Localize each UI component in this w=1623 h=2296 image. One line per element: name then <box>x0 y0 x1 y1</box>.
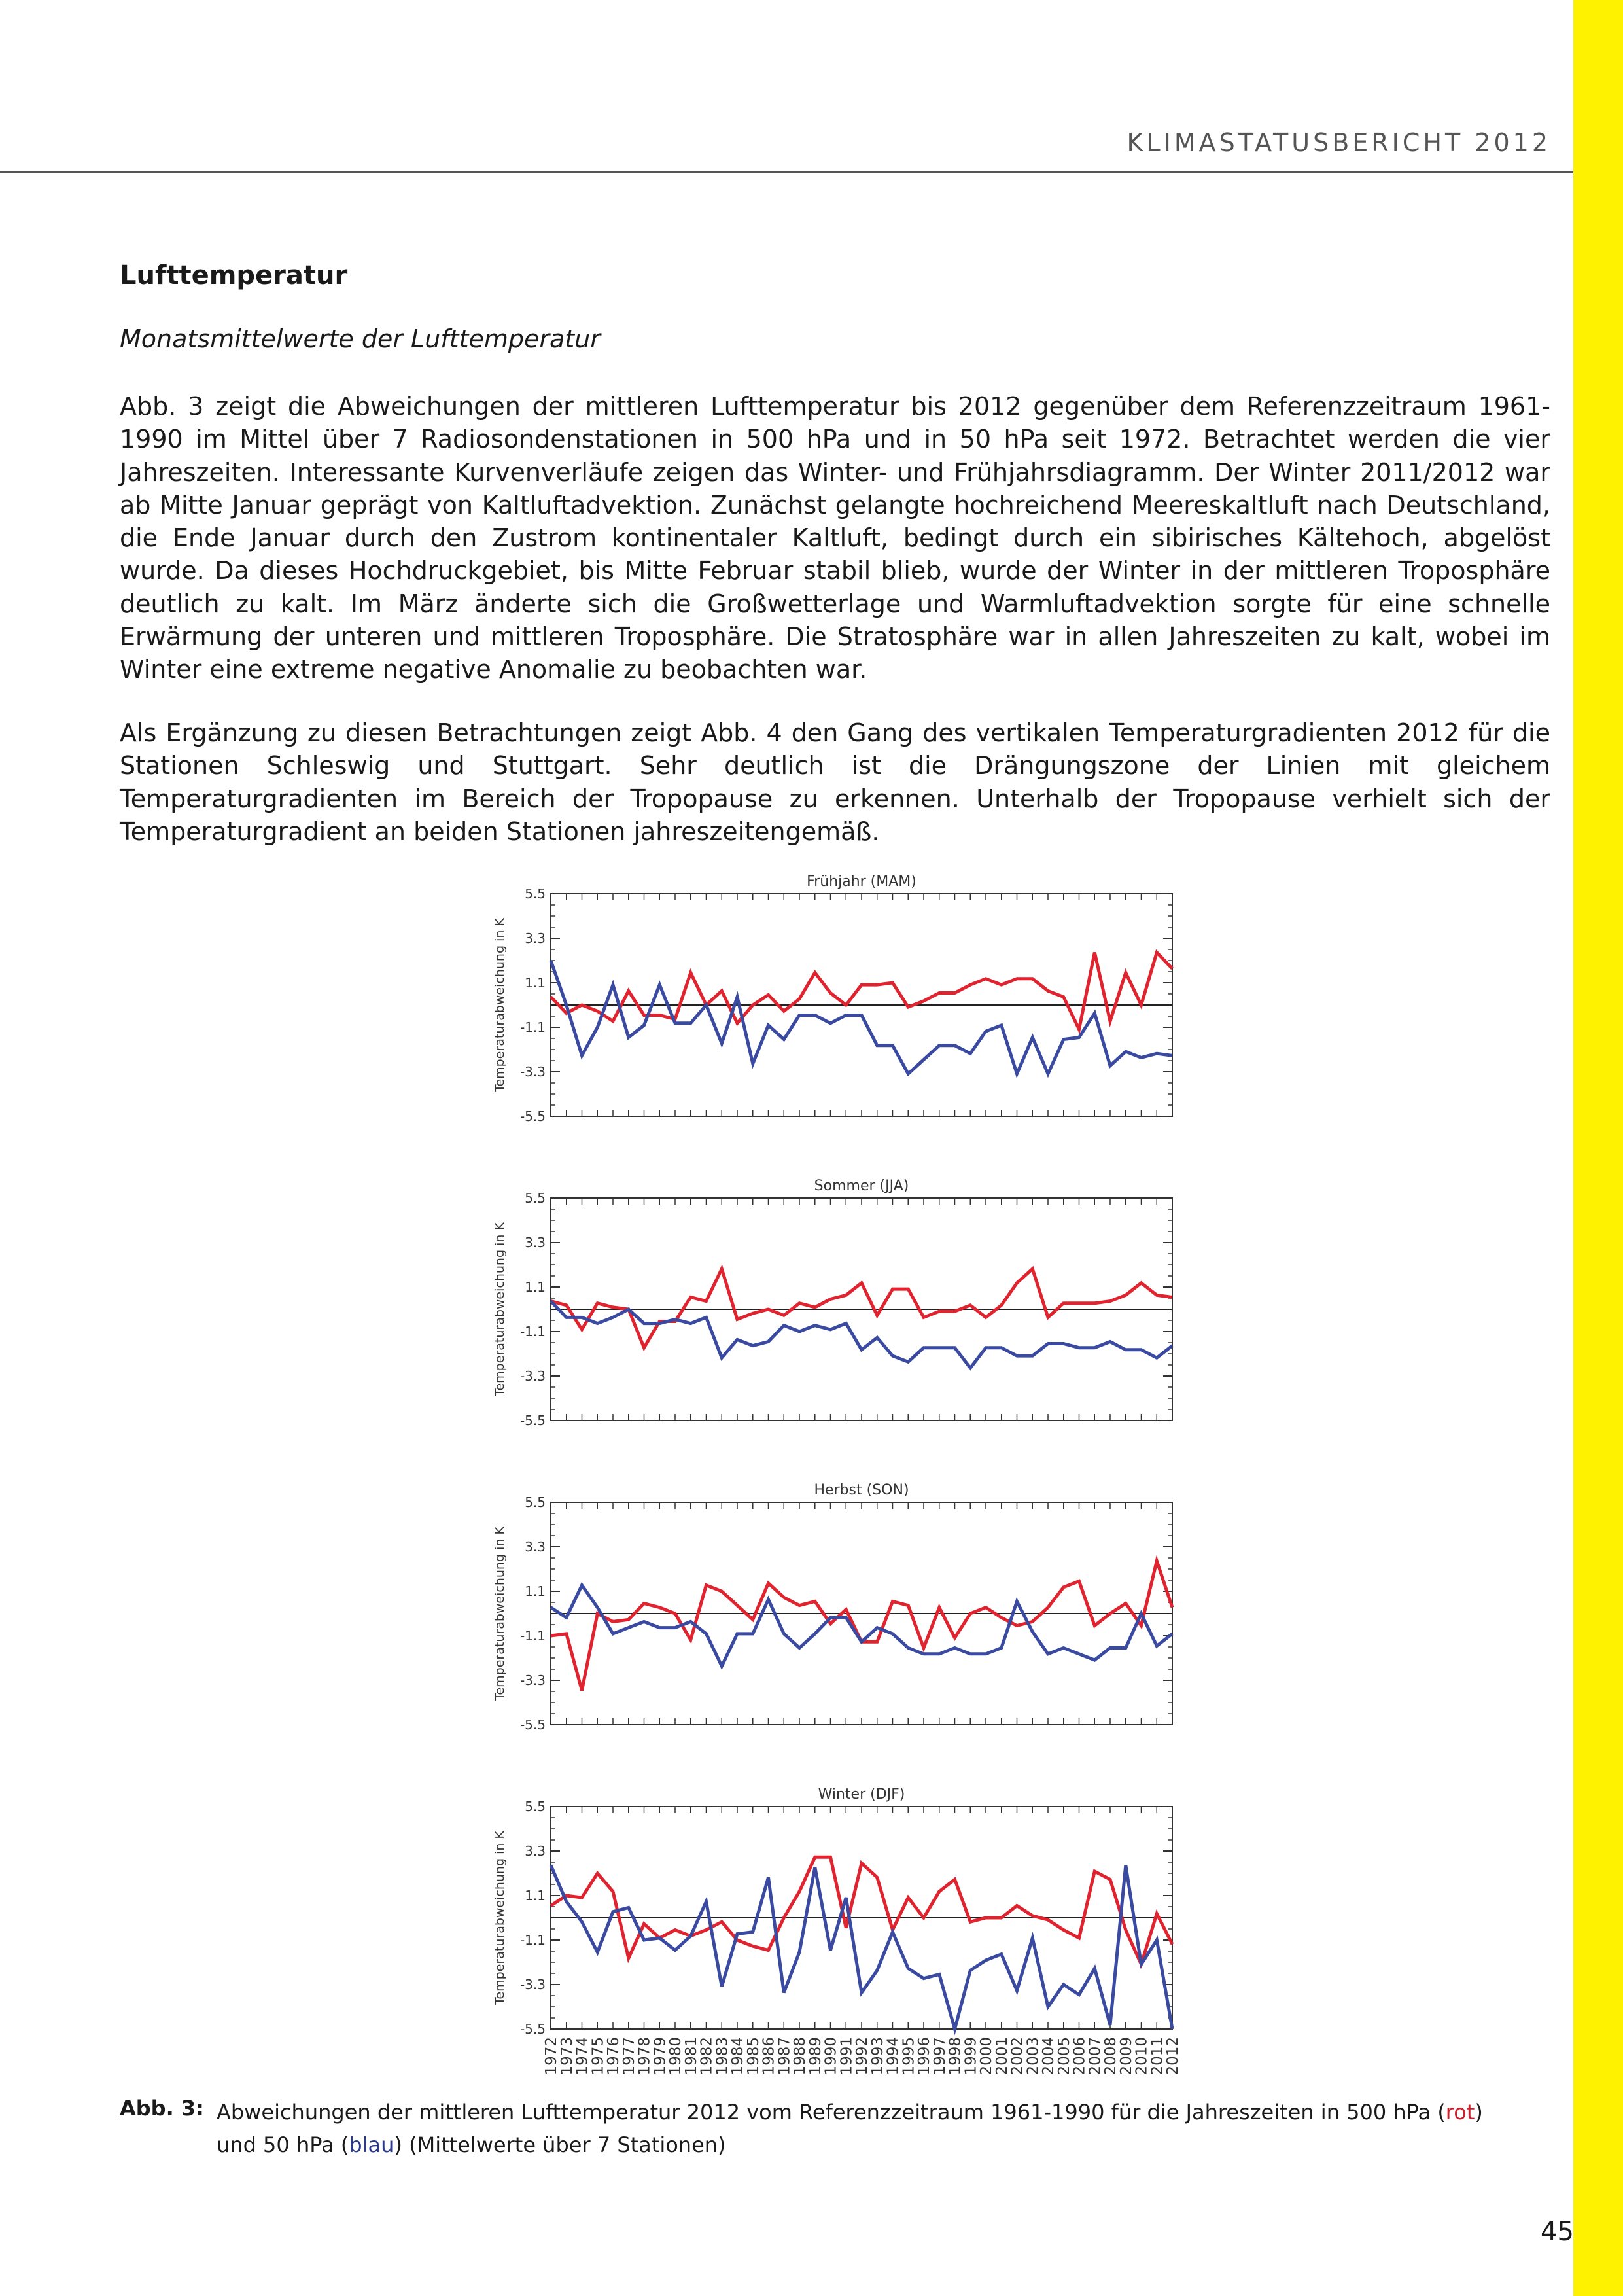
y-tick-label: -3.3 <box>519 1368 546 1384</box>
section-heading: Lufttemperatur <box>120 260 348 291</box>
series-line-500hpa <box>551 1561 1172 1691</box>
x-tick-label: 2009 <box>1117 2037 1135 2075</box>
y-tick-label: 1.1 <box>525 1888 546 1903</box>
chart-title: Herbst (SON) <box>814 1482 909 1498</box>
chart-title: Winter (DJF) <box>818 1786 905 1803</box>
y-tick-label: 1.1 <box>525 1279 546 1295</box>
caption-text-part: ) (Mittelwerte über 7 Stationen) <box>394 2132 726 2157</box>
x-tick-label: 1978 <box>636 2037 654 2075</box>
figure-caption <box>217 2096 1492 2161</box>
x-tick-label: 1995 <box>900 2037 918 2075</box>
y-tick-label: -1.1 <box>519 1932 546 1948</box>
y-tick-label: -1.1 <box>519 1019 546 1035</box>
x-tick-label: 2007 <box>1087 2037 1104 2075</box>
page-number: 45 <box>1541 2217 1574 2247</box>
x-tick-label: 1988 <box>792 2037 809 2075</box>
x-tick-label: 2000 <box>978 2037 995 2075</box>
x-tick-label: 1982 <box>698 2037 716 2075</box>
y-tick-label: -3.3 <box>519 1977 546 1992</box>
y-tick-label: 5.5 <box>525 1190 546 1206</box>
caption-text-part: Abweichungen der mittleren Lufttemperatur 2012 vom Referenzzeitraum 1961-1990 für die Jahreszeiten in 500 hPa ( <box>217 2100 1446 2125</box>
y-axis-label: Temperaturabweichung in K <box>493 1831 507 2005</box>
y-tick-label: 3.3 <box>525 1235 546 1250</box>
y-tick-label: -5.5 <box>519 2021 546 2037</box>
x-tick-label: 1999 <box>962 2037 980 2075</box>
series-line-50hpa <box>551 1301 1172 1368</box>
x-tick-label: 1997 <box>931 2037 949 2075</box>
series-line-500hpa <box>551 1857 1172 1964</box>
x-tick-label: 2010 <box>1133 2037 1151 2075</box>
body-paragraph: Abb. 3 zeigt die Abweichungen der mittleren Lufttemperatur bis 2012 gegenüber dem Referenzzeitraum 1961-1990 im Mittel über 7 Radiosondenstationen in 500 hPa und in 50 hPa seit 1972. Betrachtet werden die vier Jahreszeiten. Interessante Kurvenverläufe zeigen das Winter- und Frühjahrsdiagramm. Der Winter 2011/2012 war ab Mitte Januar geprägt von Kaltluftadvektion. Zunächst gelangte hochreichend Meereskaltluft nach Deutschland, die Ende Januar durch den Zustrom kontinentaler Kaltluft, bedingt durch ein sibirisches Kältehoch, abgelöst wurde. Da dieses Hochdruckgebiet, bis Mitte Februar stabil blieb, wurde der Winter in der mittleren Troposphäre deutlich zu kalt. Im März änderte sich die Großwetterlage und Warmluftadvektion sorgte für eine schnelle Erwärmung der unteren und mittleren Troposphäre. Die Stratosphäre war in allen Jahreszeiten zu kalt, wobei im Winter eine extreme negative Anomalie zu beobachten war. <box>120 392 1550 684</box>
y-tick-label: -5.5 <box>519 1413 546 1428</box>
x-tick-label: 1994 <box>884 2037 902 2075</box>
x-tick-label: 1974 <box>574 2037 591 2075</box>
x-tick-label: 1980 <box>667 2037 684 2075</box>
x-tick-label: 1990 <box>822 2037 840 2075</box>
y-tick-label: -1.1 <box>519 1628 546 1644</box>
x-tick-label: 1972 <box>543 2037 560 2075</box>
x-tick-label: 1992 <box>854 2037 871 2075</box>
series-line-500hpa <box>551 1269 1172 1348</box>
caption-blue-word: blau <box>349 2132 394 2157</box>
y-tick-label: -5.5 <box>519 1717 546 1733</box>
x-tick-label: 2008 <box>1102 2037 1119 2075</box>
y-axis-label: Temperaturabweichung in K <box>493 1222 507 1396</box>
x-tick-label: 1975 <box>589 2037 607 2075</box>
y-tick-label: 3.3 <box>525 1539 546 1555</box>
x-tick-label: 1977 <box>620 2037 638 2075</box>
x-tick-label: 2005 <box>1055 2037 1073 2075</box>
chart-title: Sommer (JJA) <box>814 1178 909 1194</box>
y-tick-label: 1.1 <box>525 1583 546 1599</box>
figure-caption-label: Abb. 3: <box>120 2096 204 2121</box>
y-tick-label: 3.3 <box>525 1843 546 1859</box>
x-tick-label: 1991 <box>838 2037 856 2075</box>
y-tick-label: -3.3 <box>519 1064 546 1080</box>
x-tick-label: 1993 <box>869 2037 886 2075</box>
x-tick-label: 1973 <box>558 2037 576 2075</box>
x-tick-label: 1976 <box>605 2037 622 2075</box>
x-tick-label: 1985 <box>744 2037 762 2075</box>
x-tick-label: 1987 <box>776 2037 794 2075</box>
caption-text-part: ) und 50 hPa ( <box>217 2100 1483 2157</box>
y-tick-label: -5.5 <box>519 1108 546 1124</box>
y-tick-label: -1.1 <box>519 1324 546 1339</box>
chart-title: Frühjahr (MAM) <box>807 874 916 890</box>
y-tick-label: 5.5 <box>525 1494 546 1510</box>
x-tick-label: 2002 <box>1009 2037 1026 2075</box>
body-paragraph: Als Ergänzung zu diesen Betrachtungen zeigt Abb. 4 den Gang des vertikalen Temperaturgradienten 2012 für die Stationen Schleswig und Stuttgart. Sehr deutlich ist die Drängungszone der Linien mit gleichem Temperaturgradienten im Bereich der Tropopause zu erkennen. Unterhalb der Tropopause verhielt sich der Temperaturgradient an beiden Stationen jahreszeitengemäß. <box>120 718 1550 846</box>
x-tick-label: 1986 <box>760 2037 778 2075</box>
y-axis-label: Temperaturabweichung in K <box>493 918 507 1092</box>
y-tick-label: 3.3 <box>525 930 546 946</box>
x-tick-label: 1989 <box>807 2037 824 2075</box>
x-tick-label: 1983 <box>714 2037 731 2075</box>
y-tick-label: 5.5 <box>525 886 546 902</box>
series-line-50hpa <box>551 1585 1172 1667</box>
x-tick-label: 1979 <box>652 2037 669 2075</box>
x-tick-label: 2004 <box>1040 2037 1057 2075</box>
header-rule <box>0 171 1573 173</box>
series-line-50hpa <box>551 961 1172 1074</box>
y-axis-label: Temperaturabweichung in K <box>493 1527 507 1701</box>
x-tick-label: 2012 <box>1164 2037 1181 2075</box>
seasonal-temperature-charts <box>484 867 1184 2081</box>
x-tick-label: 2011 <box>1149 2037 1166 2075</box>
subheading: Monatsmittelwerte der Lufttemperatur <box>120 325 601 353</box>
x-tick-label: 1981 <box>682 2037 700 2075</box>
yellow-edge-bar <box>1573 0 1623 2296</box>
x-tick-label: 1996 <box>916 2037 933 2075</box>
x-tick-label: 2001 <box>993 2037 1011 2075</box>
x-tick-label: 2003 <box>1024 2037 1042 2075</box>
series-line-50hpa <box>551 1865 1172 2029</box>
x-tick-label: 1998 <box>947 2037 964 2075</box>
x-tick-label: 1984 <box>729 2037 746 2075</box>
x-tick-label: 2006 <box>1071 2037 1089 2075</box>
running-header: KLIMASTATUSBERICHT 2012 <box>1126 128 1551 157</box>
y-tick-label: 1.1 <box>525 975 546 991</box>
caption-red-word: rot <box>1445 2100 1475 2125</box>
y-tick-label: 5.5 <box>525 1799 546 1814</box>
y-tick-label: -3.3 <box>519 1672 546 1688</box>
